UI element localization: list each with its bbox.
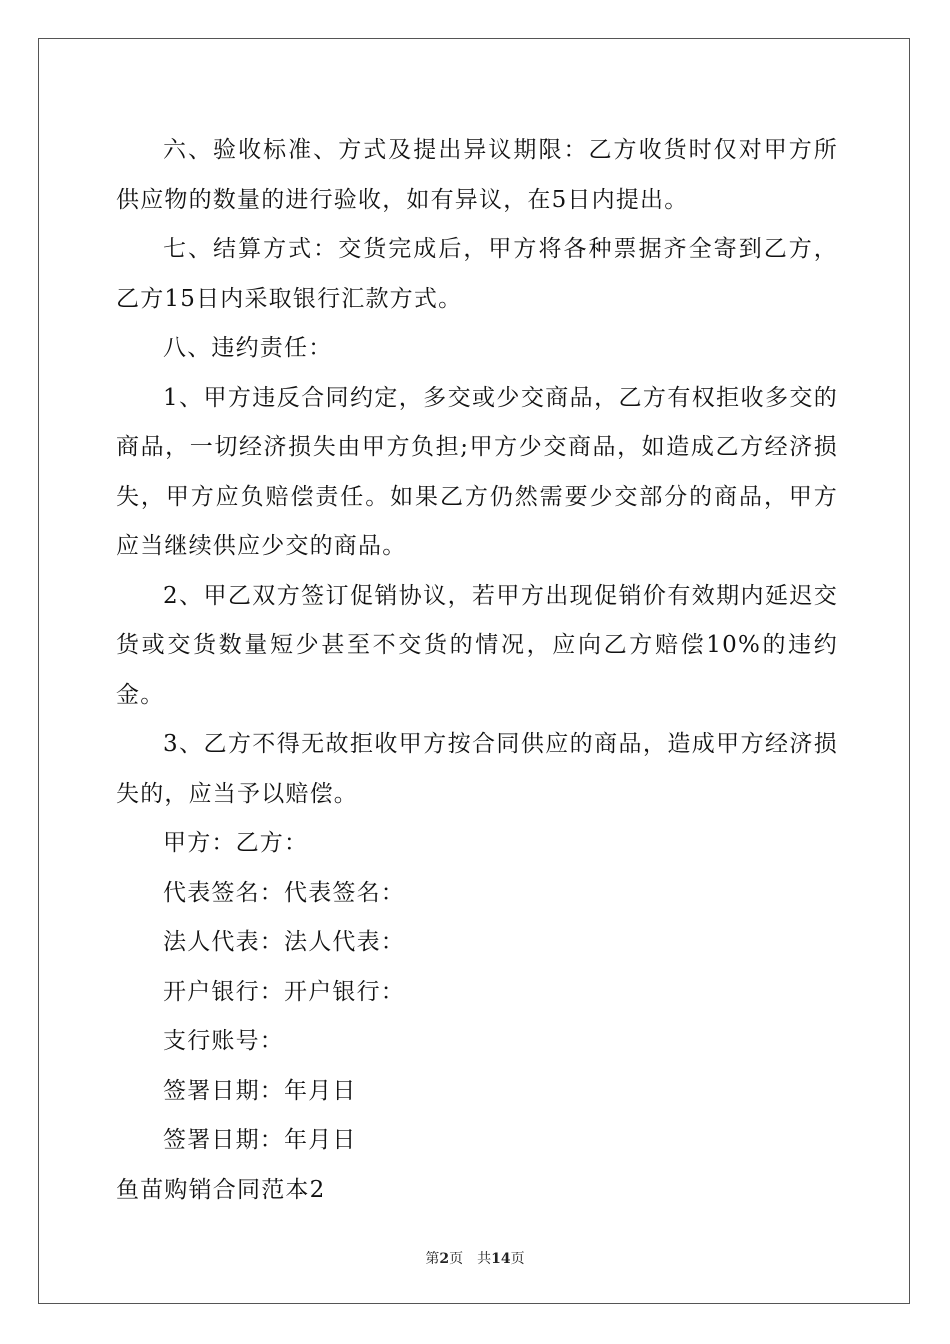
signature-date-2: 签署日期：年月日 [163,1127,357,1153]
page-prefix: 第 [425,1251,440,1267]
paragraph-inspection: 六、验收标准、方式及提出异议期限：乙方收货时仅对甲方所供应物的数量的进行验收，如有异议，在5日内提出。 [116,137,838,213]
document-body [116,126,838,1215]
signature-parties: 甲方：乙方： [163,830,309,856]
signature-bank: 开户银行：开户银行： [163,978,405,1005]
page-current: 2 [439,1251,450,1267]
page-total: 14 [491,1251,511,1267]
total-suffix: 页 [510,1251,525,1267]
paragraph-breach-2: 2、甲乙双方签订促销协议，若甲方出现促销价有效期内延迟交货或交货数量短少甚至不交货的情况，应向乙方赔偿10%的违约金。 [116,582,838,708]
next-section-title: 鱼苗购销合同范本2 [116,1176,326,1203]
paragraph-settlement: 七、结算方式：交货完成后，甲方将各种票据齐全寄到乙方，乙方15日内采取银行汇款方式。 [116,236,838,312]
signature-account: 支行账号： [163,1028,284,1054]
signature-legal-rep: 法人代表：法人代表： [163,929,405,955]
signature-date-1: 签署日期：年月日 [163,1077,357,1104]
signature-representative: 代表签名：代表签名： [163,879,405,906]
paragraph-breach-3: 3、乙方不得无故拒收甲方按合同供应的商品，造成甲方经济损失的，应当予以赔偿。 [116,731,838,807]
page-suffix: 页 [449,1251,464,1267]
total-prefix: 共 [477,1251,492,1267]
paragraph-breach-heading: 八、违约责任： [163,335,333,361]
paragraph-breach-1: 1、甲方违反合同约定，多交或少交商品，乙方有权拒收多交的商品，一切经济损失由甲方负担;甲方少交商品，如造成乙方经济损失，甲方应负赔偿责任。如果乙方仍然需要少交部分的商品，甲方应当继续供应少交的商品。 [116,384,838,559]
page-footer [0,1248,950,1268]
